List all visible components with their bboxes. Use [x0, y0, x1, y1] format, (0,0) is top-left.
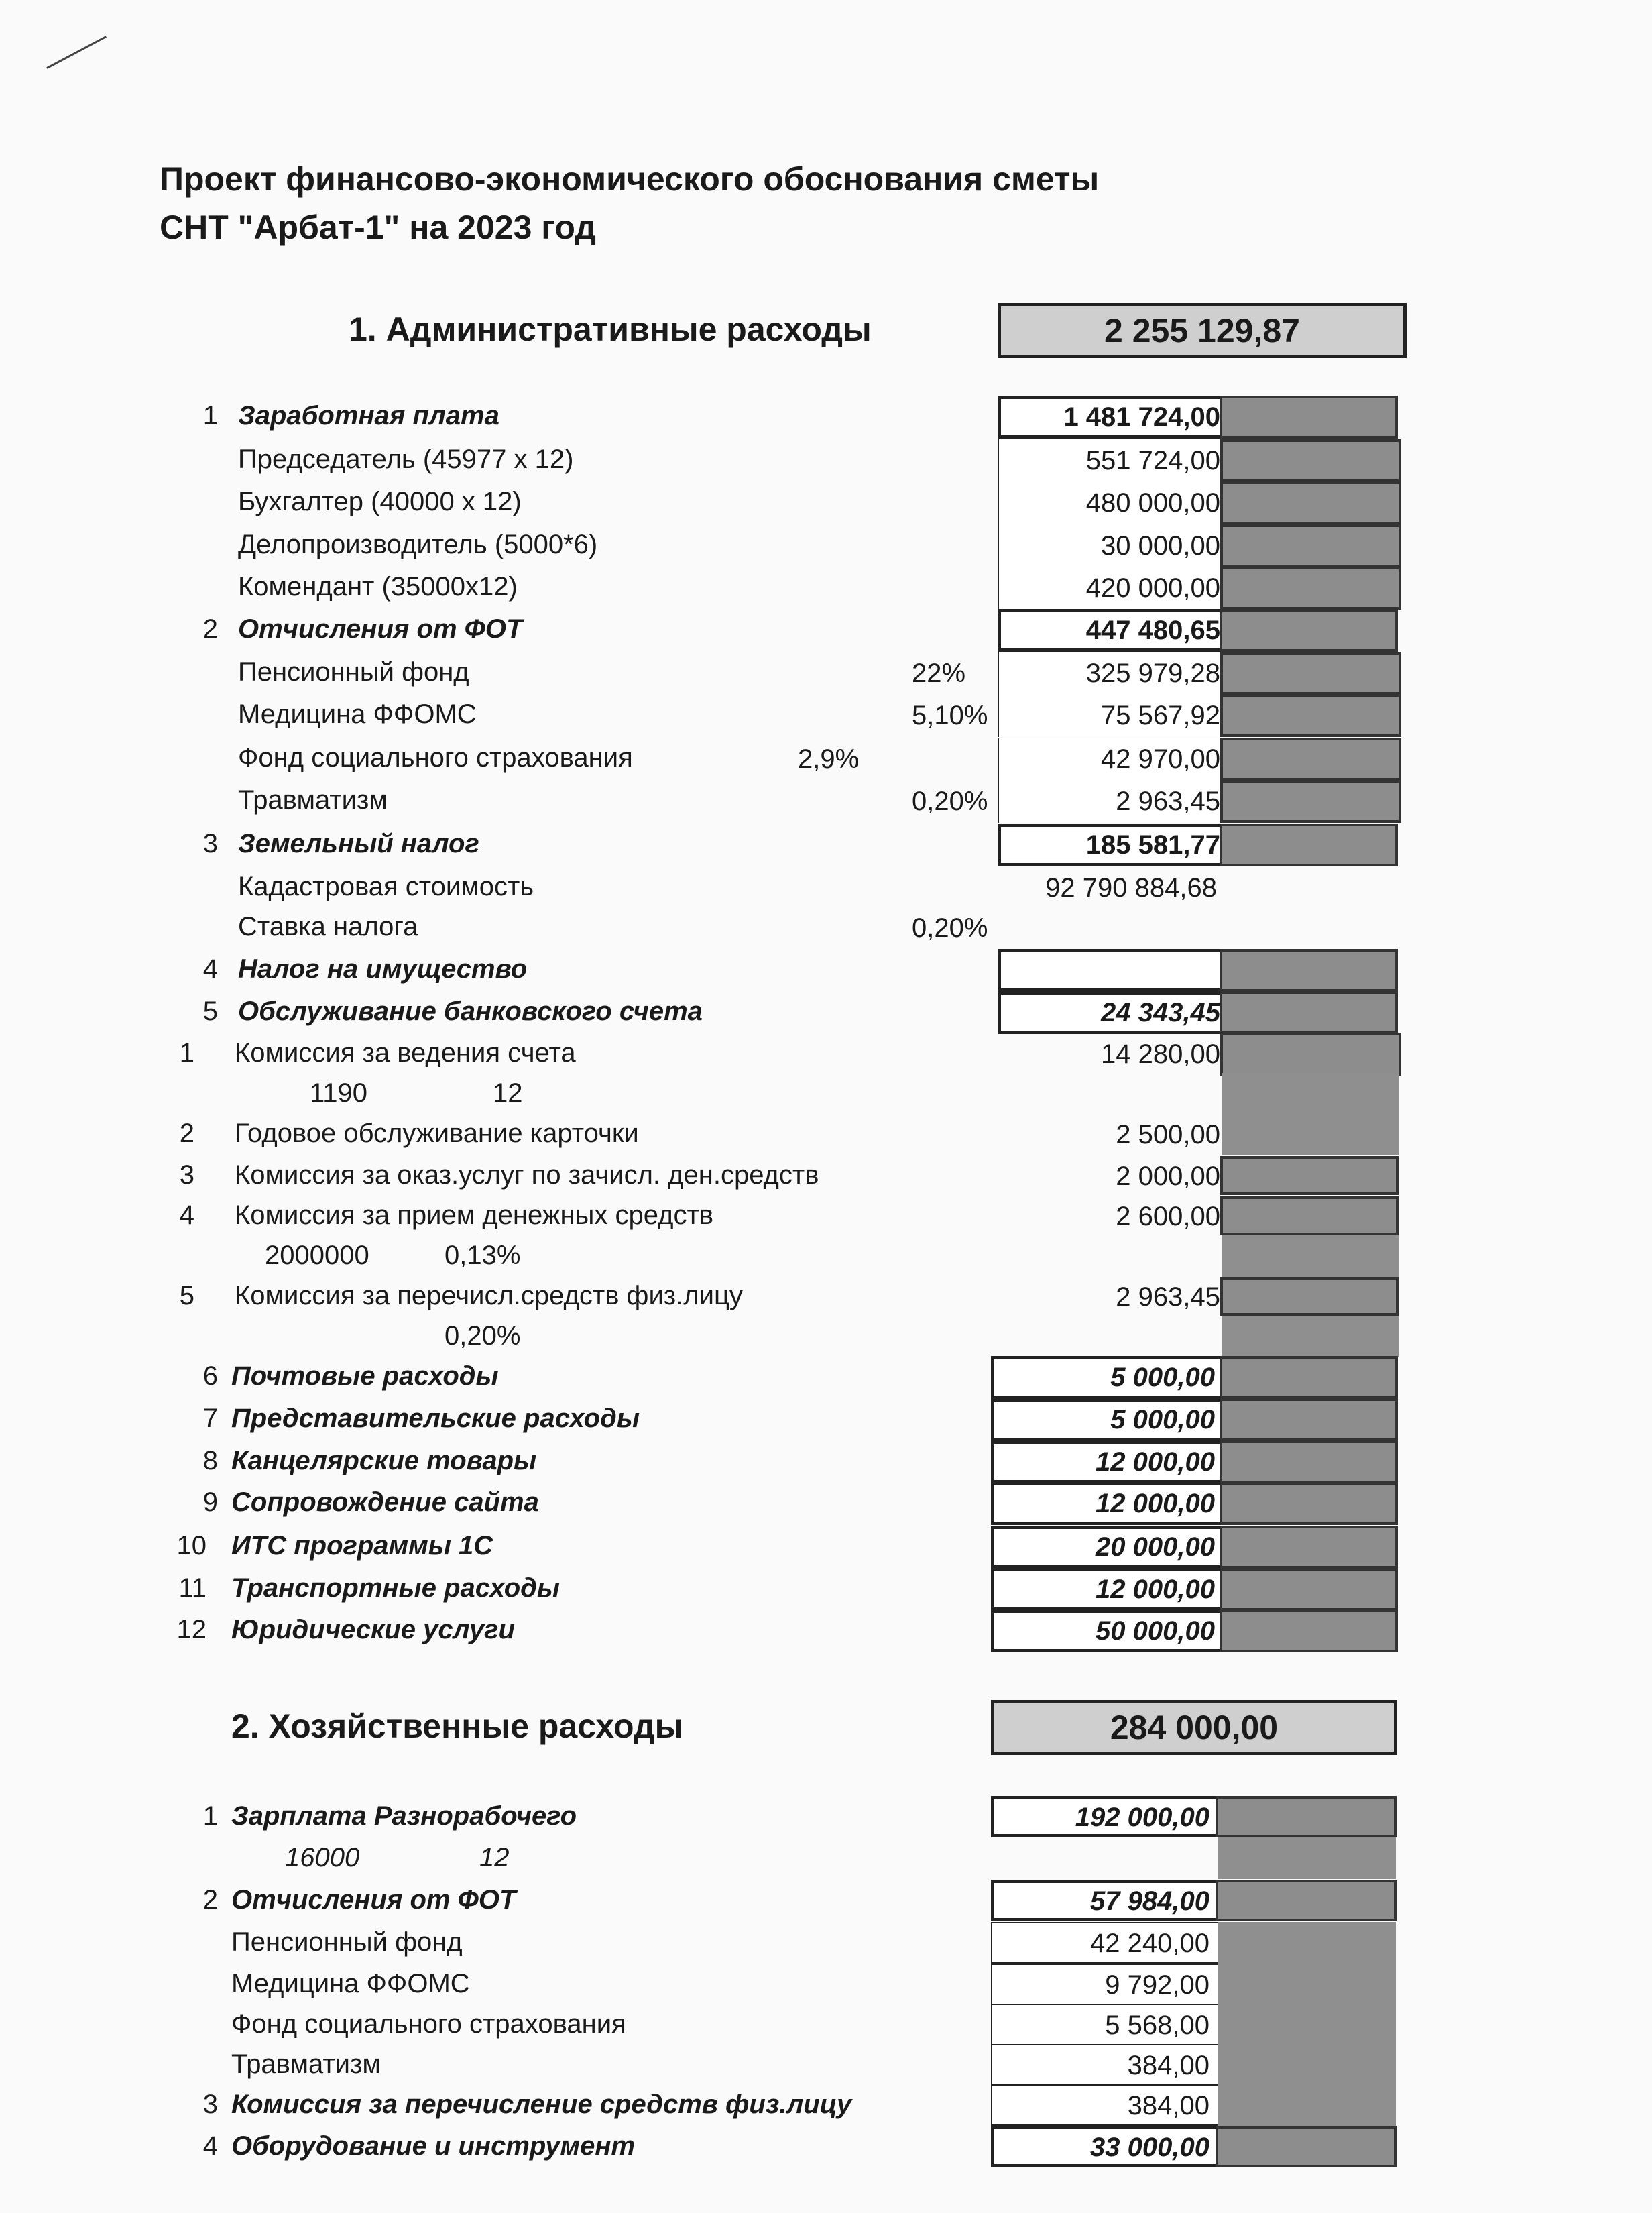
row-value: 420 000,00 [1085, 573, 1220, 603]
table-row [0, 1155, 1652, 1196]
row-number: 4 [202, 954, 218, 984]
row-value: 185 581,77 [1085, 830, 1220, 860]
section1-heading: 1. Административные расходы [349, 310, 872, 348]
row-value: 75 567,92 [1101, 701, 1220, 730]
shaded-cell [1220, 1033, 1401, 1076]
row-label: Фонд социального страхования [231, 2009, 626, 2039]
row-label: Канцелярские товары [231, 1446, 537, 1475]
shaded-cell [1218, 2004, 1396, 2045]
row-number: 6 [202, 1361, 218, 1391]
shaded-cell [1218, 1922, 1396, 1964]
section2-total [991, 1700, 1397, 1755]
value-box [998, 949, 1223, 992]
table-row [0, 1398, 1652, 1440]
row-number: 3 [202, 2090, 218, 2119]
row-label: Комиссия за перечисл.средств физ.лицу [235, 1281, 743, 1310]
shaded-cell [1218, 2044, 1396, 2086]
row-number: 2 [179, 1119, 194, 1148]
table-row [0, 1609, 1652, 1651]
shaded-cell [1216, 1796, 1397, 1837]
row-value: 325 979,28 [1085, 659, 1220, 688]
calc-factor: 0,13% [445, 1241, 521, 1270]
table-row [0, 396, 1652, 437]
table-row [0, 1482, 1652, 1524]
table-row [0, 652, 1652, 693]
shaded-cell [1220, 991, 1398, 1034]
row-label: Налог на имущество [238, 954, 528, 984]
shaded-cell [1220, 738, 1401, 781]
row-value: 5 568,00 [1105, 2010, 1210, 2040]
shaded-cell [1220, 1156, 1399, 1195]
table-row [0, 1195, 1652, 1237]
table-row [0, 694, 1652, 736]
row-label: Юридические услуги [231, 1615, 515, 1644]
section1-total-value: 2 255 129,87 [1104, 312, 1300, 349]
row-label: Сопровождение сайта [231, 1487, 539, 1517]
row-label: Комиссия за перечисление средств физ.лицу [231, 2090, 852, 2119]
shaded-cell [1220, 1356, 1398, 1399]
shaded-cell [1220, 439, 1401, 482]
row-label: Заработная плата [238, 401, 499, 431]
row-label: Пенсионный фонд [238, 657, 469, 687]
row-label: Медицина ФФОМС [238, 699, 477, 729]
row-number: 4 [202, 2131, 218, 2161]
table-row [0, 1568, 1652, 1609]
shaded-cell [1220, 652, 1401, 695]
rate-value: 0,20% [912, 913, 988, 943]
table-row [0, 1235, 1652, 1277]
row-number: 1 [202, 401, 218, 431]
row-value: 33 000,00 [1090, 2133, 1210, 2162]
shaded-cell [1220, 524, 1401, 567]
row-label: Зарплата Разнорабочего [231, 1801, 577, 1831]
table-row [0, 2004, 1652, 2045]
shaded-cell [1220, 1482, 1398, 1525]
table-row [0, 1073, 1652, 1115]
table-row [0, 1316, 1652, 1357]
table-row [0, 907, 1652, 948]
row-label: Отчисления от ФОТ [238, 614, 523, 644]
table-row [0, 949, 1652, 990]
section2-total-value: 284 000,00 [1110, 1709, 1279, 1746]
table-row [0, 439, 1652, 481]
calc-base: 2000000 [265, 1241, 369, 1270]
shaded-cell [1220, 1526, 1398, 1569]
shaded-cell [1220, 396, 1398, 439]
row-label: Годовое обслуживание карточки [235, 1119, 639, 1148]
row-number: 9 [202, 1487, 218, 1517]
row-number: 10 [176, 1531, 206, 1561]
row-value: 384,00 [1127, 2091, 1210, 2120]
row-label: Бухгалтер (40000 х 12) [238, 487, 522, 516]
table-row [0, 2084, 1652, 2126]
shaded-cell [1222, 1113, 1399, 1155]
calc-factor: 12 [493, 1078, 523, 1108]
row-label: Кадастровая стоимость [238, 872, 534, 901]
shaded-cell [1220, 949, 1398, 992]
row-number: 2 [202, 1885, 218, 1915]
row-label: Делопроизводитель (5000*6) [238, 530, 598, 559]
row-label: Обслуживание банковского счета [238, 997, 703, 1026]
row-label: Транспортные расходы [231, 1573, 560, 1603]
table-row [0, 824, 1652, 865]
shaded-cell [1216, 2126, 1397, 2167]
table-row [0, 1275, 1652, 1317]
table-row [0, 1356, 1652, 1398]
row-value: 12 000,00 [1096, 1489, 1215, 1518]
shaded-cell [1218, 1964, 1396, 2005]
rate-value: 5,10% [912, 701, 988, 730]
row-number: 1 [202, 1801, 218, 1831]
shaded-cell [1220, 1196, 1399, 1235]
row-value: 5 000,00 [1110, 1405, 1215, 1434]
row-value: 42 970,00 [1101, 744, 1220, 774]
shaded-cell [1220, 1609, 1398, 1652]
shaded-cell [1220, 1440, 1398, 1483]
row-number: 2 [202, 614, 218, 644]
shaded-cell [1222, 1316, 1399, 1357]
row-value: 1 481 724,00 [1063, 402, 1220, 432]
rate-value: 22% [912, 659, 966, 688]
shaded-cell [1220, 824, 1398, 866]
row-number: 12 [176, 1615, 206, 1644]
calc-base: 16000 [285, 1843, 360, 1872]
table-row [0, 609, 1652, 650]
row-label: Комиссия за ведения счета [235, 1038, 576, 1068]
table-row [0, 1964, 1652, 2005]
table-row [0, 2044, 1652, 2086]
row-value: 50 000,00 [1096, 1616, 1215, 1646]
row-value: 24 343,45 [1101, 998, 1220, 1027]
row-value: 480 000,00 [1085, 488, 1220, 518]
shaded-cell [1220, 1398, 1398, 1441]
row-value: 57 984,00 [1090, 1886, 1210, 1916]
row-value: 12 000,00 [1096, 1575, 1215, 1604]
row-number: 11 [178, 1573, 206, 1603]
rate-value: 2,9% [798, 744, 860, 774]
row-label: Председатель (45977 х 12) [238, 445, 574, 474]
shaded-cell [1220, 1277, 1399, 1316]
row-label: Травматизм [231, 2049, 381, 2079]
table-row [0, 1526, 1652, 1567]
page-title-line2: СНТ "Арбат-1" на 2023 год [160, 209, 597, 246]
shaded-cell [1220, 567, 1401, 610]
shaded-cell [1216, 1880, 1397, 1921]
row-value: 2 963,45 [1116, 1282, 1220, 1312]
table-row [0, 1033, 1652, 1074]
table-row [0, 2126, 1652, 2167]
table-row [0, 481, 1652, 523]
row-value: 30 000,00 [1101, 531, 1220, 561]
section1-total [998, 303, 1407, 358]
row-label: Фонд социального страхования [238, 743, 633, 773]
table-row [0, 567, 1652, 608]
row-number: 8 [202, 1446, 218, 1475]
row-label: Травматизм [238, 785, 388, 815]
row-number: 1 [179, 1038, 194, 1068]
row-number: 3 [202, 829, 218, 858]
row-value: 20 000,00 [1096, 1532, 1215, 1562]
row-label: Почтовые расходы [231, 1361, 499, 1391]
row-value: 92 790 884,68 [1045, 873, 1217, 903]
row-number: 3 [179, 1160, 194, 1190]
row-number: 4 [179, 1200, 194, 1230]
shaded-cell [1218, 2084, 1396, 2126]
row-label: Комендант (35000х12) [238, 572, 518, 602]
shaded-cell [1220, 1568, 1398, 1611]
calc-factor: 12 [479, 1843, 510, 1872]
row-number: 7 [202, 1404, 218, 1433]
calc-factor: 0,20% [445, 1321, 521, 1351]
row-label: Комиссия за оказ.услуг по зачисл. ден.средств [235, 1160, 819, 1190]
table-row [0, 1796, 1652, 1837]
row-value: 5 000,00 [1110, 1363, 1215, 1392]
table-row [0, 1440, 1652, 1482]
row-value: 9 792,00 [1105, 1970, 1210, 2000]
shaded-cell [1218, 1837, 1396, 1879]
row-label: Представительские расходы [231, 1404, 640, 1433]
row-value: 447 480,65 [1085, 616, 1220, 645]
table-row [0, 866, 1652, 908]
row-value: 14 280,00 [1101, 1039, 1220, 1069]
pen-mark [46, 36, 107, 69]
row-value: 2 600,00 [1116, 1202, 1220, 1231]
shaded-cell [1222, 1235, 1399, 1277]
row-value: 384,00 [1127, 2051, 1210, 2080]
row-label: Медицина ФФОМС [231, 1969, 470, 1998]
table-row [0, 738, 1652, 779]
row-value: 192 000,00 [1075, 1803, 1210, 1832]
row-number: 5 [179, 1281, 194, 1310]
shaded-cell [1220, 780, 1401, 823]
row-value: 2 000,00 [1116, 1161, 1220, 1191]
calc-base: 1190 [310, 1078, 368, 1108]
row-value: 42 240,00 [1090, 1929, 1210, 1958]
table-row [0, 780, 1652, 821]
shaded-cell [1220, 481, 1401, 524]
row-number: 5 [202, 997, 218, 1026]
row-label: Пенсионный фонд [231, 1927, 463, 1957]
page-title-line1: Проект финансово-экономического обоснования сметы [160, 160, 1100, 198]
row-label: Ставка налога [238, 912, 418, 942]
table-row [0, 1837, 1652, 1879]
row-value: 12 000,00 [1096, 1447, 1215, 1477]
table-row [0, 991, 1652, 1033]
table-row [0, 524, 1652, 566]
shaded-cell [1220, 694, 1401, 737]
table-row [0, 1113, 1652, 1155]
row-value: 2 963,45 [1116, 787, 1220, 816]
row-label: ИТС программы 1С [231, 1531, 493, 1561]
row-label: Земельный налог [238, 829, 479, 858]
row-label: Комиссия за прием денежных средств [235, 1200, 714, 1230]
table-row [0, 1922, 1652, 1964]
row-label: Отчисления от ФОТ [231, 1885, 516, 1915]
row-value: 2 500,00 [1116, 1120, 1220, 1149]
shaded-cell [1220, 609, 1398, 652]
table-row [0, 1880, 1652, 1921]
rate-value: 0,20% [912, 787, 988, 816]
shaded-cell [1222, 1073, 1399, 1115]
section2-heading: 2. Хозяйственные расходы [231, 1707, 684, 1745]
row-label: Оборудование и инструмент [231, 2131, 636, 2161]
row-value: 551 724,00 [1085, 446, 1220, 475]
